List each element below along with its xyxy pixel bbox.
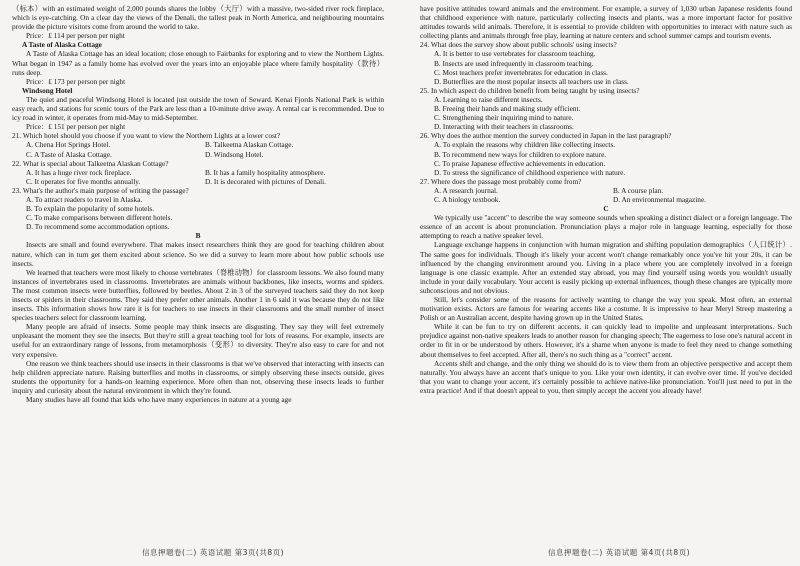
section-c-heading: C (603, 204, 609, 214)
option: A. A research journal. (434, 185, 498, 195)
passage-b-continuation: have positive attitudes toward animals and the environment. For example, a survey of 1,030 urban Japanese residents found that childhood experience with nature, particularly collecting insects and plants, was a more important factor for positive attitudes towards wild animals. Therefore, it is essential to provide children with opportunities to interact with nature such as collecting plants and animals through free play, learning at nature centers and school summer camps and tourism events. (420, 4, 792, 41)
passage-a-continuation: （标本）with an estimated weight of 2,000 pounds shares the lobby（大厅）with a massive, two-sided river rock fireplace, which is eye-catching. On a clear day the views of the Denali, the tallest peak in North America, and neighbouring mountains provide the picture visitors come from around the world to take. (12, 4, 384, 32)
option: D. Interacting with their teachers in classrooms. (434, 122, 574, 132)
option: D. To stress the significance of childhood experience with nature. (434, 167, 626, 177)
passage-b-paragraph: Many studies have all found that kids who have many experiences in nature at a young age (26, 395, 292, 405)
option: C. It operates for five months annually. (26, 176, 141, 186)
option: B. To explain the popularity of some hotels. (26, 204, 155, 214)
question-26-options (420, 140, 792, 176)
option: C. To praise Japanese effective achievements in education. (434, 158, 606, 168)
hotel-title: A Taste of Alaska Cottage (22, 40, 102, 50)
question-22-options (12, 168, 384, 186)
option: A. Learning to raise different insects. (434, 94, 543, 104)
option: D. To recommend some accommodation options. (26, 222, 170, 232)
question-25: 25. In which aspect do children benefit from being taught by using insects? (420, 85, 640, 95)
question-25-options (420, 95, 792, 131)
option: B. To recommend new ways for children to explore nature. (434, 149, 607, 159)
question-22: 22. What is special about Talkeetna Alaskan Cottage? (12, 158, 169, 168)
option: D. Windsong Hotel. (205, 149, 264, 159)
left-page-column (12, 4, 384, 404)
passage-c-paragraph: Accents shift and change, and the only thing we should do is to view them from an objective perspective and accept them naturally. You always have an accent that's unique to you. Like your own identity, it can evolve over time. If you've decided that you want to change your accent, it's certainly possible to achieve native-like pronunciation. You'll just need to put in the extra practice! And if that doesn't appeal to you, then simply accept the accent you already have! (420, 358, 792, 395)
option: D. An environmental magazine. (613, 194, 707, 204)
section-b-heading: B (195, 231, 201, 241)
price-line: Price：₤ 173 per person per night (26, 76, 126, 86)
option: B. It has a family hospitality atmosphere. (205, 167, 326, 177)
question-24: 24. What does the survey show about public schools' using insects? (420, 40, 617, 50)
option: B. Talkeetna Alaskan Cottage. (205, 140, 294, 150)
option: A. To attract readers to travel in Alaska. (26, 194, 143, 204)
option: B. Freeing their hands and making study efficient. (434, 104, 581, 114)
page-footer-left: 信息押题卷(二) 英语试题 第3页(共8页) (142, 548, 285, 557)
option: C. Most teachers prefer invertebrates for education in class. (434, 67, 608, 77)
question-26: 26. Why does the author mention the survey conducted in Japan in the last paragraph? (420, 131, 672, 141)
question-24-options (420, 49, 792, 85)
passage-c-paragraph: Still, let's consider some of the reasons for actively wanting to change the way you speak. Most often, an external motivation exists. Actors are famous for wearing accents like a costume. It is impressive to hear Meryl Streep mastering a Polish or an Australian accent, despite having grown up in the United States. (420, 295, 792, 323)
option: B. A course plan. (613, 185, 664, 195)
option: D. It is decorated with pictures of Denali. (205, 176, 326, 186)
passage-c-paragraph: While it can be fun to try on different accents, it can quickly lead to impolite and unpleasant interpretations. Such prejudice against non-native speakers leads to another reason for changing speech; The eagerness to lose one's natural accent in order to fit in or be understood by others. However, it's a shame when anyone is made to feel they need to change something about themselves to feel accepted. After all, there's no such thing as a "correct" accent. (420, 322, 792, 359)
question-23-options (12, 195, 384, 231)
option: B. Insects are used infrequently in classroom teaching. (434, 58, 594, 68)
passage-b-paragraph: One reason we think teachers should use insects in their classrooms is that we've observed that interacting with insects can help children appreciate nature. Raising butterflies and moths in classrooms, or simply observing these insects outside, gives students the opportunity for a hands-on learning experience. More often than not, observing these insects leads to further inquiry and curiosity about the natural environment in which they're found. (12, 358, 384, 395)
right-page-column (420, 4, 792, 395)
hotel-description: The quiet and peaceful Windsong Hotel is located just outside the town of Seward. Kenai Fjords National Park is within easy reach, and stations for scenic tours of the Park are less than a 10-minute drive away. A rental car is recommended. Due to icy road in winter, it operates from mid-May to mid-September. (12, 94, 384, 123)
passage-c-paragraph: We typically use "accent" to describe the way someone sounds when speaking a distinct dialect or a foreign language. The essence of an accent is about pronunciation. Pronunciation plays a major role in language learning, especially for those attempting to reach a native speaker level. (420, 213, 792, 241)
passage-b-paragraph: Many people are afraid of insects. Some people may think insects are disgusting. They say they will feel extremely unpleasant the moment they see the insects. But they're still a great teaching tool for lots of reasons. For example, insects are useful for an extraordinary range of lessons, from metamorphosis（变形）to diversity. They're also easy to care for and not very expensive. (12, 322, 384, 359)
passage-b-paragraph: Insects are small and found everywhere. That makes insect researchers think they are good for teaching children about nature, which can in turn get them excited about science. So we did a survey to learn more about how public schools use insects. (12, 240, 384, 268)
option: C. A Taste of Alaska Cottage. (26, 149, 112, 159)
option: A. It has a huge river rock fireplace. (26, 167, 132, 177)
passage-c-paragraph: Language exchange happens in conjunction with human migration and shifting population demographics（人口统计）. The same goes for individuals. Though it's likely your accent won't change remarkably once you've hit your 20s, it can be influenced by the changing environment around you. Living in a place where you are completely involved in a foreign language is one classic example. After an extended stay abroad, you may find yourself using words you wouldn't usually include in your daily vocabulary. Your accent is easily picking up external influences, though these changes are typically more subconscious and not obvious. (420, 240, 792, 295)
option: D. Butterflies are the most popular insects all teachers use in class. (434, 76, 629, 86)
option: A. It is better to use vertebrates for classroom teaching. (434, 49, 596, 59)
question-27-options (420, 186, 792, 204)
question-23: 23. What's the author's main purpose of writing the passage? (12, 185, 189, 195)
hotel-title: Windsong Hotel (22, 85, 73, 95)
question-21: 21. Which hotel should you choose if you want to view the Northern Lights at a lower cost? (12, 131, 281, 141)
price-line: Price：₤ 151 per person per night (26, 122, 126, 132)
question-27: 27. Where does the passage most probably come from? (420, 176, 582, 186)
option: A. Chena Hot Springs Hotel. (26, 140, 111, 150)
question-21-options (12, 140, 384, 158)
price-line: Price：₤ 114 per person per night (26, 31, 125, 41)
passage-b-paragraph: We learned that teachers were most likely to choose vertebrates（脊椎动物）for classroom lessons. We also found many instances of invertebrates used in classrooms. Invertebrates are animals without backbones, like insects, worms and spiders. The most common insects were butterflies, followed by beetles. About 2 in 3 of the surveyed teachers said they do not keep insects or spiders in their classrooms. They said they prefer other animals. Another 1 in 6 said it was because they do not like insects. This information shows how rare it is for teachers to use insects in their classrooms and the small number of insect species teachers select for classroom learning. (12, 267, 384, 323)
option: C. A biology textbook. (434, 194, 501, 204)
option: C. To make comparisons between different hotels. (26, 213, 173, 223)
hotel-description: A Taste of Alaska Cottage has an ideal location; close enough to Fairbanks for exploring and to view the Northern Lights. What began in 1947 as a family home has evolved over the years into an enjoyable place where family hospitality（款待）runs deep. (12, 49, 384, 77)
option: C. Strengthening their inquiring mind to nature. (434, 113, 574, 123)
option: A. To explain the reasons why children like collecting insects. (434, 140, 616, 150)
page-footer-right: 信息押题卷(二) 英语试题 第4页(共8页) (548, 548, 691, 557)
